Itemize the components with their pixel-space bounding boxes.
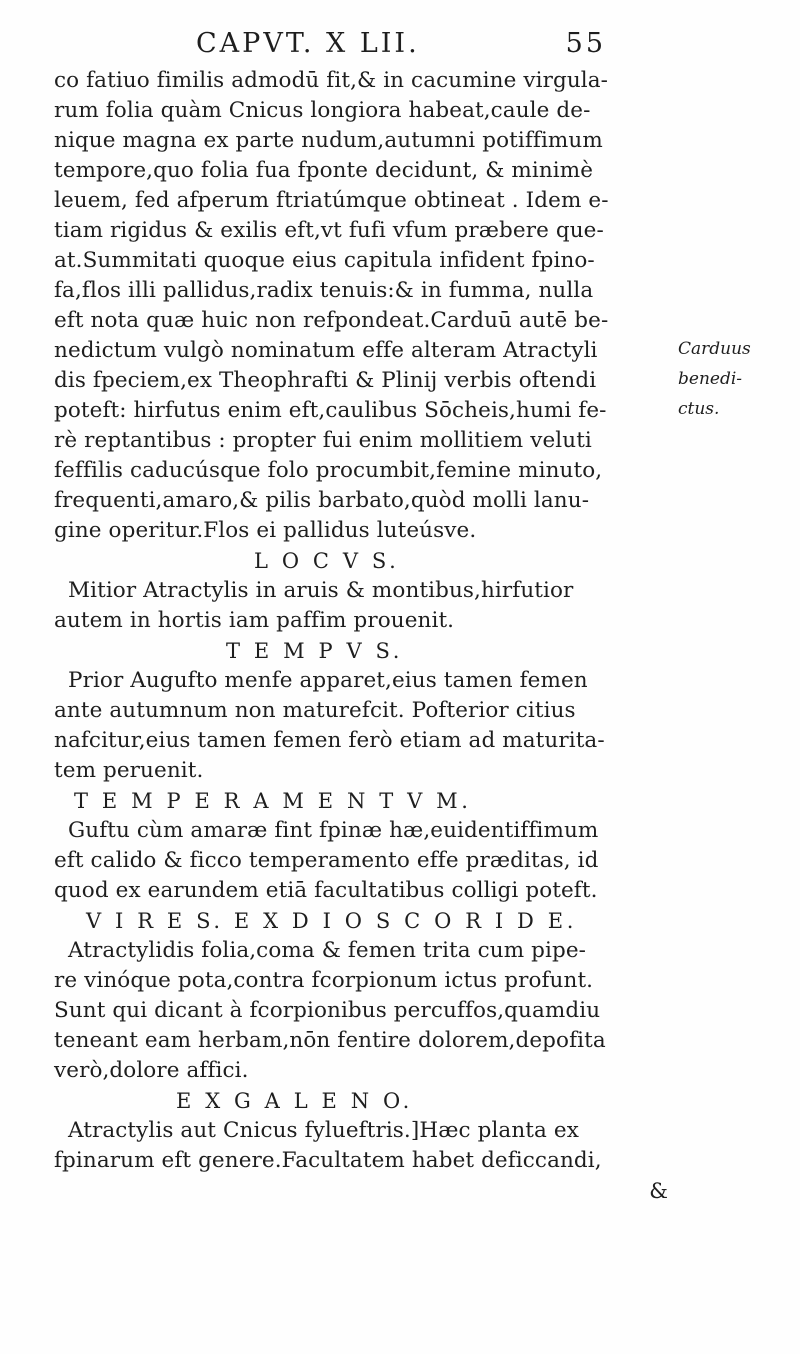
text-line: tem peruenit.: [54, 758, 204, 783]
text-line: Prior Augufto menfe apparet,eius tamen femen: [68, 668, 588, 693]
text-line: nedictum vulgò nominatum effe alteram Atractyli: [54, 338, 598, 363]
section-heading-temperamentum: T E M P E R A M E N T V M.: [74, 789, 472, 813]
text-line: autem in hortis iam paffim prouenit.: [54, 608, 455, 633]
text-line: fpinarum eft genere.Facultatem habet deficcandi,: [54, 1148, 602, 1173]
marginal-note-line: ctus.: [678, 399, 720, 419]
text-line: frequenti,amaro,& pilis barbato,quòd molli lanu-: [54, 488, 590, 513]
text-line: re vinóque pota,contra fcorpionum ictus profunt.: [54, 968, 594, 993]
text-line: leuem, fed afperum ftriatúmque obtineat . Idem e-: [54, 188, 609, 213]
text-line: rum folia quàm Cnicus longiora habeat,caule de-: [54, 98, 591, 123]
text-line: gine operitur.Flos ei pallidus luteúsve.: [54, 518, 477, 543]
text-line: fa,flos illi pallidus,radix tenuis:& in fumma, nulla: [54, 278, 594, 303]
text-line: nafcitur,eius tamen femen ferò etiam ad maturita-: [54, 728, 605, 753]
text-line: ante autumnum non maturefcit. Pofterior citius: [54, 698, 576, 723]
text-line: eft nota quæ huic non refpondeat.Carduū autē be-: [54, 308, 609, 333]
text-line: feffilis caducúsque folo procumbit,femine minuto,: [54, 458, 603, 483]
text-line: Sunt qui dicant à fcorpionibus percuffos,quamdiu: [54, 998, 601, 1023]
marginal-note-line: Carduus: [678, 339, 751, 359]
text-line: tempore,quo folia fua fponte decidunt, & minimè: [54, 158, 594, 183]
text-line: Atractylis aut Cnicus fylueftris.]Hæc planta ex: [68, 1118, 579, 1143]
text-line: Atractylidis folia,coma & femen trita cum pipe-: [68, 938, 587, 963]
text-line: tiam rigidus & exilis eft,vt fufi vfum præbere que-: [54, 218, 604, 243]
marginal-note: [678, 334, 788, 424]
page-number: 55: [565, 28, 606, 59]
section-heading-vires: V I R E S. E X D I O S C O R I D E.: [86, 909, 577, 933]
text-line: Mitior Atractylis in aruis & montibus,hirfutior: [68, 578, 574, 603]
text-line: co fatiuo fimilis admodū fit,& in cacumine virgula-: [54, 68, 609, 93]
text-line: at.Summitati quoque eius capitula infident fpino-: [54, 248, 595, 273]
text-line: teneant eam herbam,nōn fentire dolorem,depofita: [54, 1028, 606, 1053]
running-head: [196, 28, 636, 68]
catchword: &: [649, 1179, 668, 1203]
chapter-title: CAPVT. X LII.: [196, 28, 420, 59]
text-line: dis fpeciem,ex Theophrafti & Plinij verbis oftendi: [54, 368, 597, 393]
text-line: verò,dolore affici.: [54, 1058, 249, 1083]
text-line: nique magna ex parte nudum,autumni potiffimum: [54, 128, 603, 153]
section-heading-galeno: E X G A L E N O.: [176, 1089, 413, 1113]
text-line: poteft: hirfutus enim eft,caulibus Sōcheis,humi fe-: [54, 398, 607, 423]
marginal-note-line: benedi-: [678, 369, 743, 389]
text-line: quod ex earundem etiā facultatibus colligi poteft.: [54, 878, 598, 903]
text-line: eft calido & ficco temperamento effe præditas, id: [54, 848, 599, 873]
main-text: [54, 66, 674, 1206]
section-heading-locus: L O C V S.: [254, 549, 400, 573]
text-line: Guftu cùm amaræ fint fpinæ hæ,euidentiffimum: [68, 818, 599, 843]
text-line: rè reptantibus : propter fui enim mollitiem veluti: [54, 428, 592, 453]
section-heading-tempus: T E M P V S.: [226, 639, 404, 663]
